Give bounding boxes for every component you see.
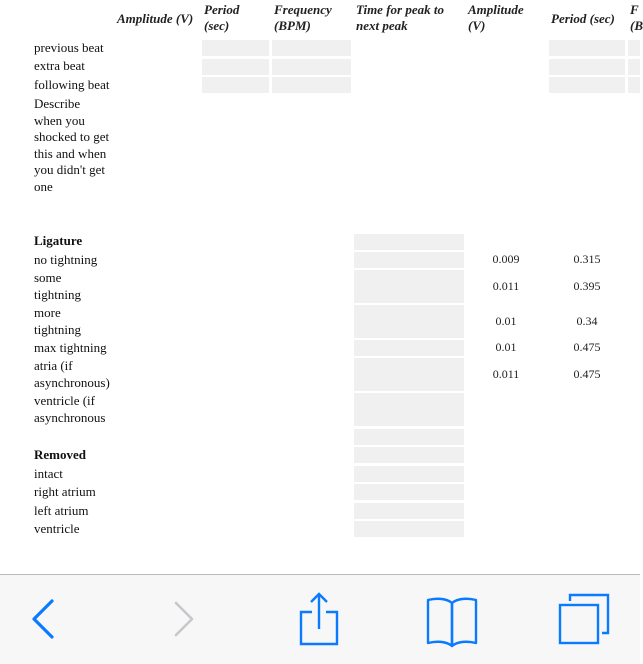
removed-row-label: ventricle: [34, 521, 80, 536]
cell-time-no-tightning[interactable]: [354, 252, 464, 268]
header-period-2: Period (sec): [551, 11, 615, 26]
removed-row-label: left atrium: [34, 503, 89, 518]
cell-time-ventricle[interactable]: [354, 393, 464, 426]
book-icon: [424, 591, 480, 647]
chevron-right-icon: [164, 591, 204, 647]
cell-period2-following[interactable]: [549, 77, 625, 93]
ligature-row-label: max tightning: [34, 340, 107, 355]
ligature-row-label: some tightning: [34, 270, 81, 302]
tabs-button[interactable]: [556, 591, 612, 647]
cell-frequency-previous[interactable]: [272, 40, 351, 56]
forward-button[interactable]: [164, 591, 204, 647]
cell-time-ventricle-removed[interactable]: [354, 521, 464, 537]
header-frequency: Frequency (BPM): [274, 2, 332, 33]
back-button[interactable]: [22, 591, 62, 647]
header-amplitude-2: Amplitude (V): [468, 2, 524, 33]
cell-period-previous[interactable]: [202, 40, 269, 56]
cell-freq2-previous[interactable]: [628, 40, 640, 56]
share-button[interactable]: [296, 591, 342, 647]
ligature-row-label: more tightning: [34, 305, 81, 337]
cell-freq2-extra[interactable]: [628, 59, 640, 75]
header-period: Period (sec): [204, 2, 240, 33]
amplitude-value: 0.009: [492, 252, 520, 266]
cell-time-some-tightning[interactable]: [354, 270, 464, 303]
cell-freq2-following[interactable]: [628, 77, 640, 93]
removed-row-label: intact: [34, 466, 63, 481]
tabs-icon: [556, 591, 612, 647]
amplitude-value: 0.011: [492, 367, 520, 381]
cell-period2-previous[interactable]: [549, 40, 625, 56]
ligature-row-label: atria (if asynchronous): [34, 358, 110, 390]
amplitude-value: 0.01: [495, 340, 517, 354]
row-label-extra-beat: extra beat: [34, 58, 85, 73]
period-value: 0.395: [573, 279, 601, 293]
period-value: 0.475: [573, 340, 601, 354]
period-value: 0.315: [573, 252, 601, 266]
cell-time-right-atrium[interactable]: [354, 484, 464, 500]
header-amplitude: Amplitude (V): [117, 11, 194, 26]
ligature-row-label: ventricle (if asynchronous: [34, 393, 106, 425]
browser-toolbar: [0, 574, 640, 664]
cell-period2-extra[interactable]: [549, 59, 625, 75]
row-label-previous-beat: previous beat: [34, 40, 104, 55]
amplitude-value: 0.01: [495, 314, 517, 328]
removed-row-label: right atrium: [34, 484, 96, 499]
cell-time-more-tightning[interactable]: [354, 305, 464, 338]
cell-time-atria[interactable]: [354, 358, 464, 391]
cell-period-following[interactable]: [202, 77, 269, 93]
share-icon: [296, 591, 342, 647]
cell-time-left-atrium[interactable]: [354, 503, 464, 519]
amplitude-value: 0.011: [492, 279, 520, 293]
period-value: 0.475: [573, 367, 601, 381]
describe-label: Describe when you shocked to get this and when you didn't get one: [34, 96, 110, 194]
cell-frequency-extra[interactable]: [272, 59, 351, 75]
cell-time-ligature-title[interactable]: [354, 234, 464, 250]
ligature-title: Ligature: [34, 233, 83, 248]
header-time-peak: Time for peak to next peak: [356, 2, 444, 33]
cell-time-intact[interactable]: [354, 466, 464, 482]
ligature-row-label: no tightning: [34, 252, 98, 267]
cell-period-extra[interactable]: [202, 59, 269, 75]
header-frequency-cut: F (B: [630, 2, 643, 33]
removed-title: Removed: [34, 447, 86, 462]
chevron-left-icon: [22, 591, 62, 647]
cell-time-max-tightning[interactable]: [354, 340, 464, 356]
period-value: 0.34: [576, 314, 598, 328]
row-label-following-beat: following beat: [34, 77, 110, 92]
bookmarks-button[interactable]: [424, 591, 480, 647]
cell-time-spacer[interactable]: [354, 429, 464, 445]
cell-frequency-following[interactable]: [272, 77, 351, 93]
cell-time-removed-title[interactable]: [354, 447, 464, 463]
